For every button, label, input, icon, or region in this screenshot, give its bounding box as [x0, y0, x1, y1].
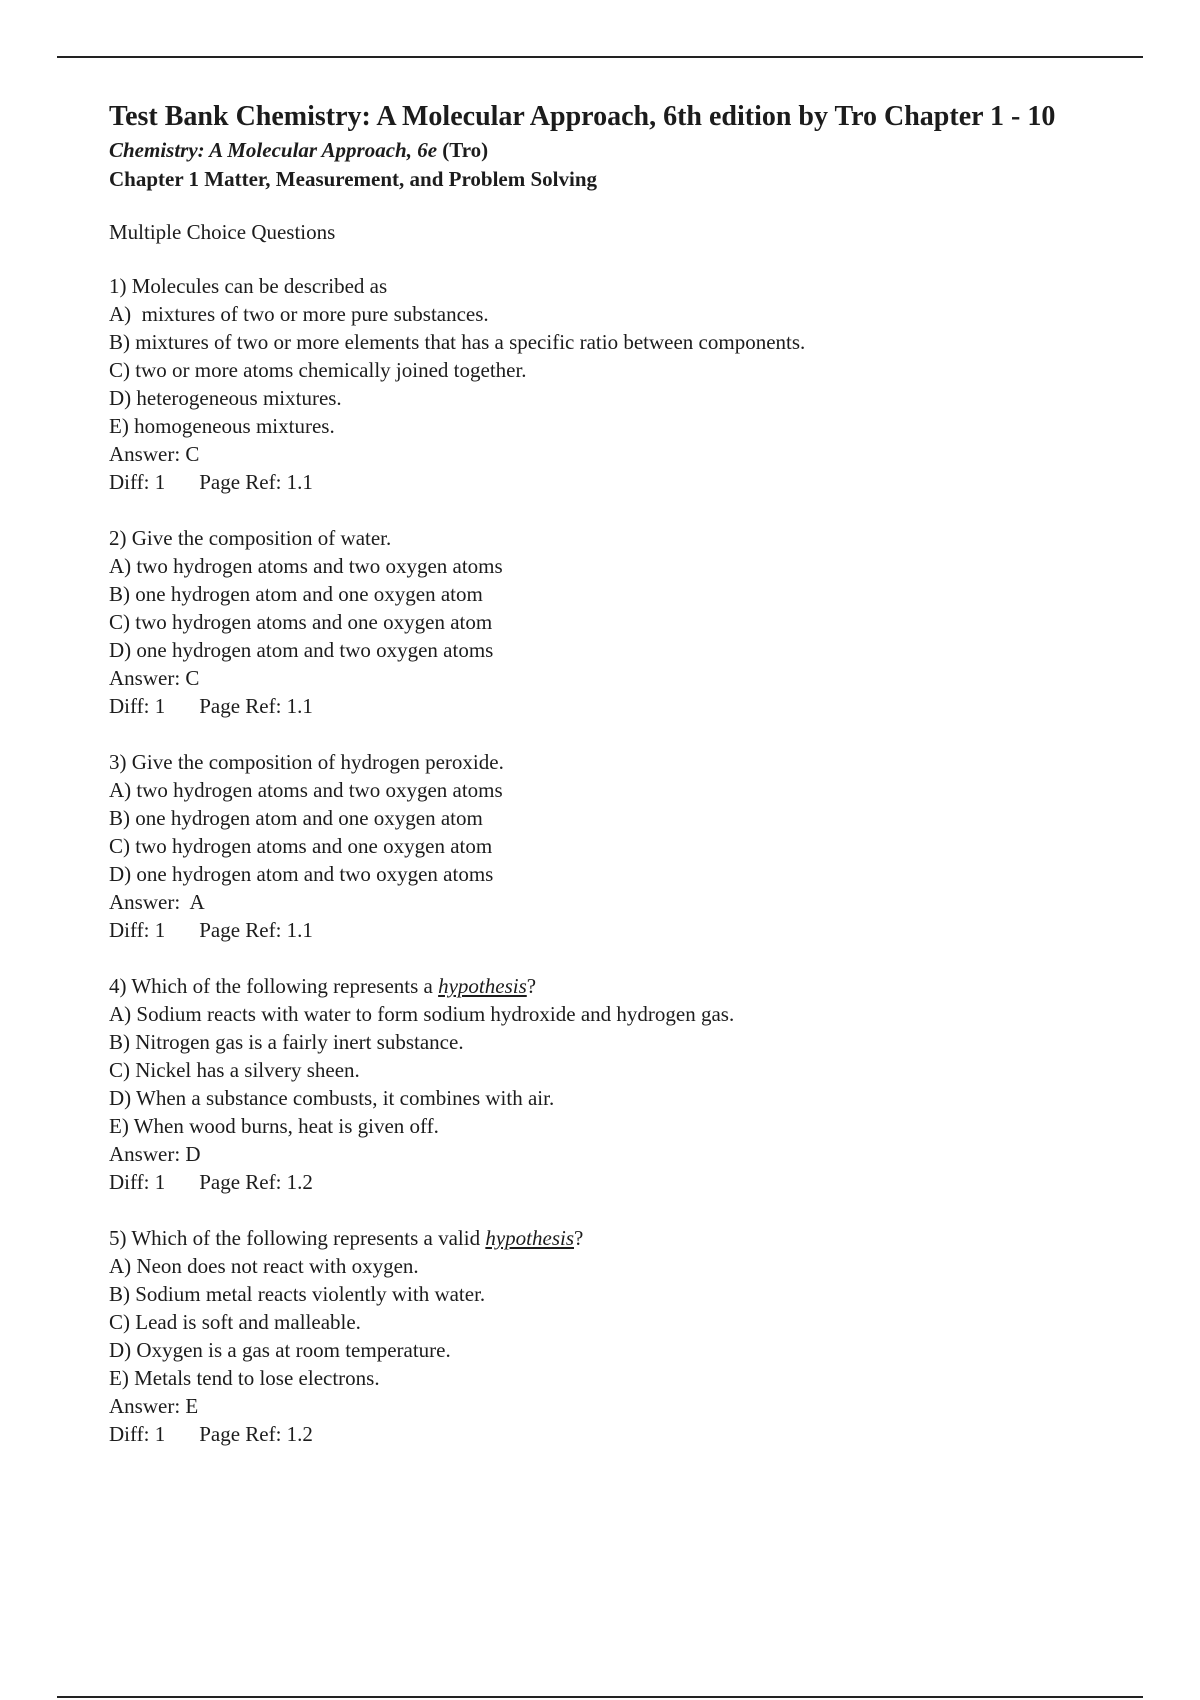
book-name: Chemistry: A Molecular Approach, 6e — [109, 138, 438, 162]
question-4 — [109, 972, 1149, 1196]
answer-option: A) Neon does not react with oxygen. — [109, 1254, 419, 1278]
answer-option: B) Nitrogen gas is a fairly inert substance. — [109, 1030, 464, 1054]
page-ref: Page Ref: 1.2 — [199, 1422, 313, 1446]
question-meta — [109, 916, 1149, 944]
question-stem: 2) Give the composition of water. — [109, 526, 392, 550]
answer-option: B) one hydrogen atom and one oxygen atom — [109, 582, 483, 606]
answer-option: D) When a substance combusts, it combines with air. — [109, 1086, 555, 1110]
answer-option: A) two hydrogen atoms and two oxygen atoms — [109, 778, 503, 802]
difficulty: Diff: 1 — [109, 918, 166, 942]
question-meta — [109, 692, 1149, 720]
document-body — [109, 98, 1149, 1476]
stem-text: 4) Which of the following represents a — [109, 974, 439, 998]
answer-option: A) mixtures of two or more pure substances. — [109, 302, 489, 326]
answer-option: B) one hydrogen atom and one oxygen atom — [109, 806, 483, 830]
answer-option: E) When wood burns, heat is given off. — [109, 1114, 439, 1138]
question-3 — [109, 748, 1149, 944]
stem-punctuation: ? — [574, 1226, 584, 1250]
page-ref: Page Ref: 1.1 — [199, 918, 313, 942]
section-heading: Multiple Choice Questions — [109, 220, 336, 244]
stem-emphasis: hypothesis — [485, 1226, 574, 1250]
difficulty: Diff: 1 — [109, 1170, 166, 1194]
answer-option: D) Oxygen is a gas at room temperature. — [109, 1338, 451, 1362]
stem-emphasis: hypothesis — [438, 974, 527, 998]
question-stem — [109, 1224, 1149, 1252]
question-meta — [109, 1420, 1149, 1448]
answer-option: D) one hydrogen atom and two oxygen atoms — [109, 862, 494, 886]
answer-option: C) two hydrogen atoms and one oxygen atom — [109, 610, 493, 634]
question-meta — [109, 468, 1149, 496]
answer-option: A) two hydrogen atoms and two oxygen atoms — [109, 554, 503, 578]
top-rule — [57, 56, 1143, 58]
question-1 — [109, 272, 1149, 496]
difficulty: Diff: 1 — [109, 694, 166, 718]
answer-option: D) heterogeneous mixtures. — [109, 386, 342, 410]
question-2 — [109, 524, 1149, 720]
answer-option: D) one hydrogen atom and two oxygen atoms — [109, 638, 494, 662]
answer-option: B) Sodium metal reacts violently with water. — [109, 1282, 486, 1306]
question-stem — [109, 972, 1149, 1000]
question-stem: 3) Give the composition of hydrogen peroxide. — [109, 750, 504, 774]
answer-key: Answer: E — [109, 1394, 199, 1418]
question-5 — [109, 1224, 1149, 1448]
answer-option: E) homogeneous mixtures. — [109, 414, 335, 438]
answer-option: C) Nickel has a silvery sheen. — [109, 1058, 360, 1082]
book-author: (Tro) — [437, 138, 489, 162]
answer-key: Answer: D — [109, 1142, 201, 1166]
answer-option: A) Sodium reacts with water to form sodium hydroxide and hydrogen gas. — [109, 1002, 735, 1026]
stem-text: 5) Which of the following represents a valid — [109, 1226, 486, 1250]
answer-option: C) two hydrogen atoms and one oxygen atom — [109, 834, 493, 858]
bottom-rule — [57, 1696, 1143, 1698]
question-meta — [109, 1168, 1149, 1196]
difficulty: Diff: 1 — [109, 470, 166, 494]
answer-option: E) Metals tend to lose electrons. — [109, 1366, 380, 1390]
stem-punctuation: ? — [526, 974, 537, 998]
chapter-title: Chapter 1 Matter, Measurement, and Problem Solving — [109, 167, 598, 191]
document-title: Test Bank Chemistry: A Molecular Approach, 6th edition by Tro Chapter 1 - 10 — [109, 101, 1056, 132]
answer-key: Answer: C — [109, 666, 200, 690]
page-ref: Page Ref: 1.1 — [199, 470, 313, 494]
answer-option: C) two or more atoms chemically joined together. — [109, 358, 527, 382]
book-line — [109, 136, 1149, 164]
answer-key: Answer: C — [109, 442, 200, 466]
page-ref: Page Ref: 1.2 — [199, 1170, 313, 1194]
question-stem: 1) Molecules can be described as — [109, 274, 388, 298]
answer-key: Answer: A — [109, 890, 205, 914]
answer-option: C) Lead is soft and malleable. — [109, 1310, 361, 1334]
page-ref: Page Ref: 1.1 — [199, 694, 313, 718]
answer-option: B) mixtures of two or more elements that has a specific ratio between components. — [109, 330, 806, 354]
difficulty: Diff: 1 — [109, 1422, 166, 1446]
